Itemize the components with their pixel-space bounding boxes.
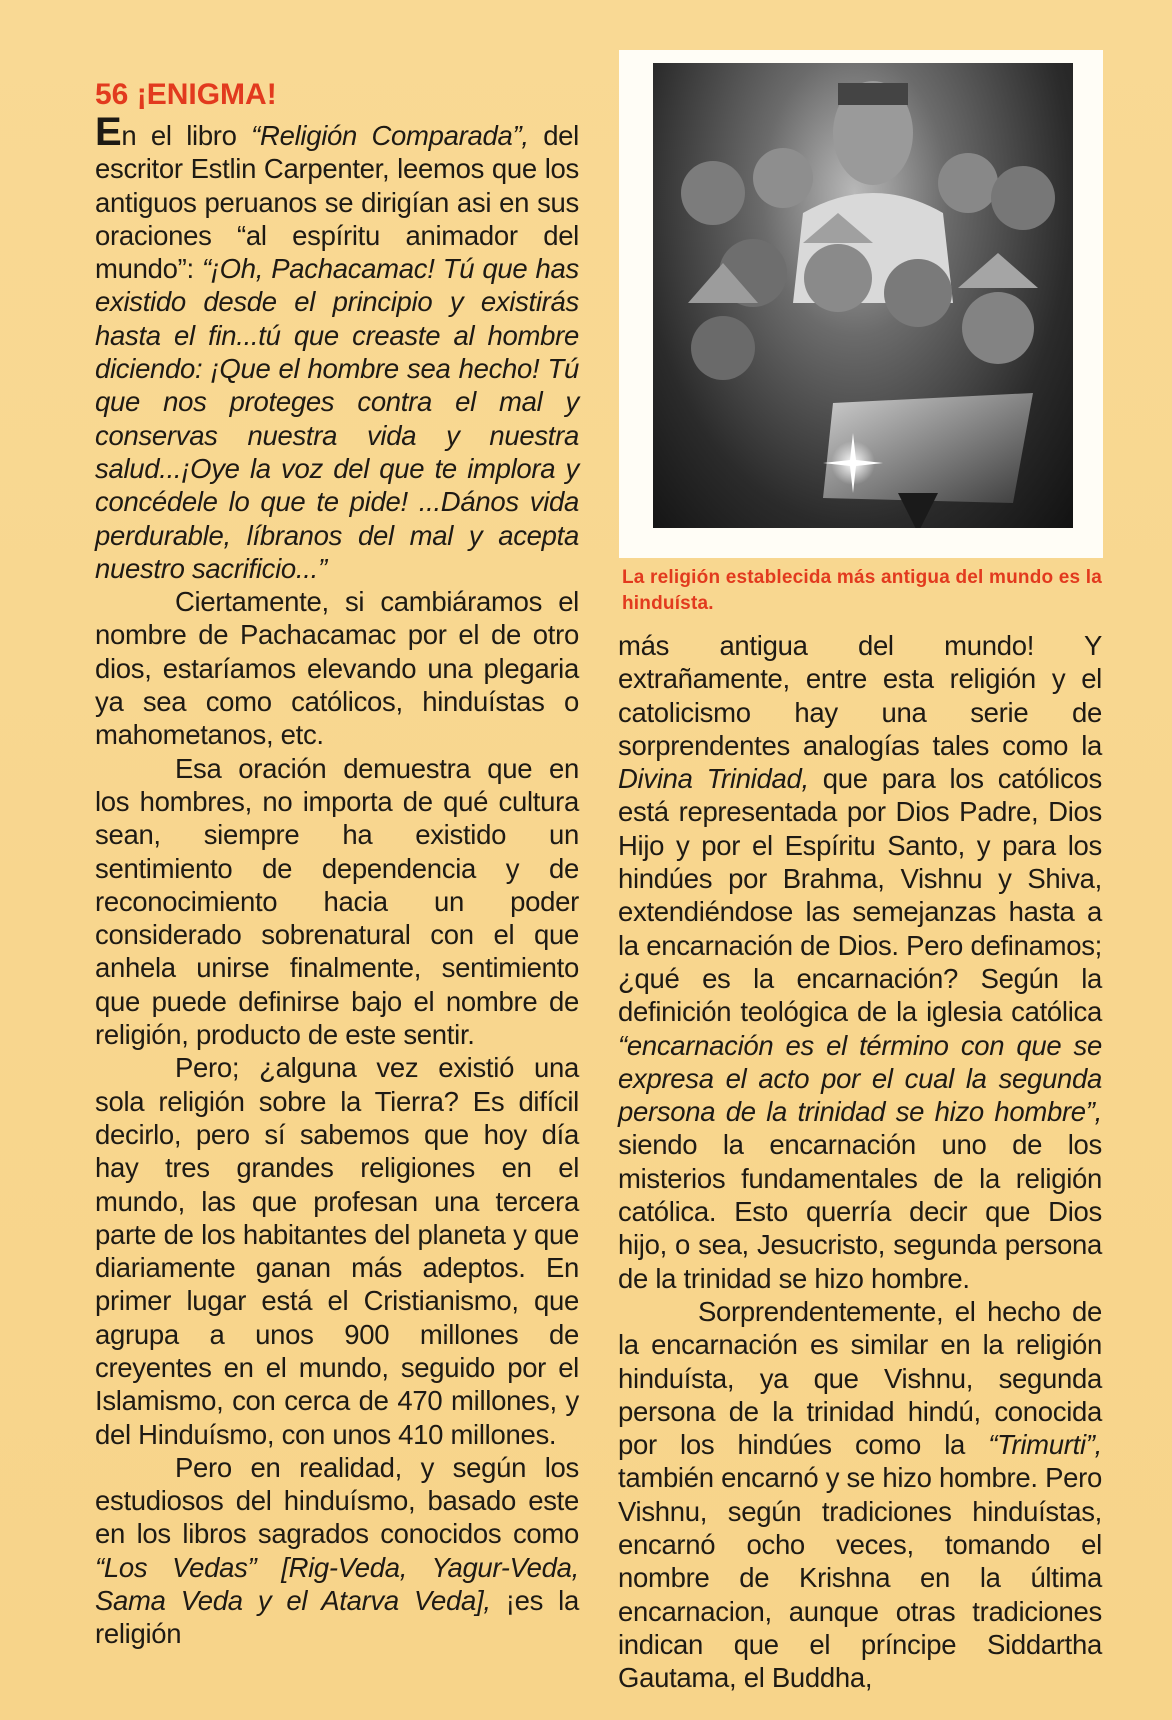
paragraph-5-cont [618,629,1102,1295]
photo-caption: La religión establecida más antigua del mundo es la hinduísta. [622,567,1103,614]
right-column [618,629,1102,1695]
paragraph-5-text: Pero en realidad, y según los estudiosos del hinduísmo, basado este en los libros sagrados conocidos como [95,1451,579,1550]
vedas-reference: “Los Vedas” [Rig-Veda, Yagur-Veda, Sama Veda y el Atarva Veda], [95,1551,579,1617]
paragraph-1-text-cont: del escritor Estlin Carpenter, leemos que los antiguos peruanos se dirigían asi en sus oraciones “al espíritu animador del mundo”: [95,120,579,285]
paragraph-5-text-g: siendo la encarnación uno de los misterios fundamentales de la religión católica. Esto querría decir que Dios hijo, o sea, Jesucristo, segunda persona de la trinidad se hizo hombre. [618,1129,1102,1294]
paragraph-5-start [95,1451,579,1651]
photo-frame [619,50,1103,558]
paragraph-6-text-cont: también encarnó y se hizo hombre. Pero Vishnu, según tradiciones hinduístas, encarnó ocho veces, tomando el nombre de Krishna en la última encarnacion, aunque otras tradiciones indican que el príncipe Siddartha Gautama, el Buddha, [618,1462,1102,1694]
left-column [95,75,579,1651]
book-title: “Religión Comparada”, [251,120,529,151]
article-title: 56 ¡ENIGMA! [95,78,277,111]
paragraph-6-text: Sorprendentemente, el hecho de la encarnación es similar en la religión hinduísta, ya que Vishnu, segunda persona de la trinidad hindú, conocida por los hindúes como la [618,1295,1102,1461]
paragraph-4: Pero; ¿alguna vez existió una sola religión sobre la Tierra? Es difícil decirlo, pero sí sabemos que hoy día hay tres grandes religiones en el mundo, las que profesan una tercera parte de los habitantes del planeta y que diariamente ganan más adeptos. En primer lugar está el Cristianismo, que agrupa a unos 900 millones de creyentes en el mundo, seguido por el Islamismo, con cerca de 470 millones, y del Hinduísmo, con unos 410 millones. [95,1052,579,1450]
encarnacion-definition: “encarnación es el término con que se expresa el acto por el cual la segunda persona de la trinidad se hizo hombre”, [618,1029,1102,1128]
paragraph-5-text-right: más antigua del mundo! Y extrañamente, entre esta religión y el catolicismo hay una serie de sorprendentes analogías tales como la [618,630,1102,761]
prayer-quote: “¡Oh, Pachacamac! Tú que has existido desde el principio y existirás hasta el fin...tú que creaste al hombre diciendo: ¡Que el hombre sea hecho! Tú que nos proteges contra el mal y conservas nuestra vida y nuestra salud...¡Oye la voz del que te implora y concédele lo que te pide! ...Dános vida perdurable, líbranos del mal y acepta nuestro sacrificio...” [95,253,579,584]
paragraph-5-text-e: que para los católicos está representada por Dios Padre, Dios Hijo y por el Espíritu Santo, y para los hindúes por Brahma, Vishnu y Shiva, extendiéndose las semejanzas hasta a la encarnación de Dios. Pero definamos; ¿qué es la encarnación? Según la definición teológica de la iglesia católica [618,763,1102,1028]
paragraph-1-text: n el libro [121,120,252,151]
religious-figures-illustration [653,63,1073,528]
paragraph-3: Esa oración demuestra que en los hombres, no importa de qué cultura sean, siempre ha existido un sentimiento de dependencia y de reconocimiento hacia un poder considerado sobrenatural con el que anhela unirse finalmente, sentimiento que puede definirse bajo el nombre de religión, producto de este sentir. [95,752,579,1051]
paragraph-1 [95,110,579,585]
religious-figures-photo [653,63,1073,528]
paragraph-5-text-cont: ¡es la religión [95,1585,579,1650]
drop-cap: E [95,110,122,154]
divina-trinidad: Divina Trinidad, [618,763,809,795]
trimurti: “Trimurti”, [988,1429,1102,1461]
paragraph-6 [618,1295,1102,1695]
paragraph-2: Ciertamente, si cambiáramos el nombre de Pachacamac por el de otro dios, estaríamos elevando una plegaria ya sea como católicos, hinduístas o mahometanos, etc. [95,586,579,751]
